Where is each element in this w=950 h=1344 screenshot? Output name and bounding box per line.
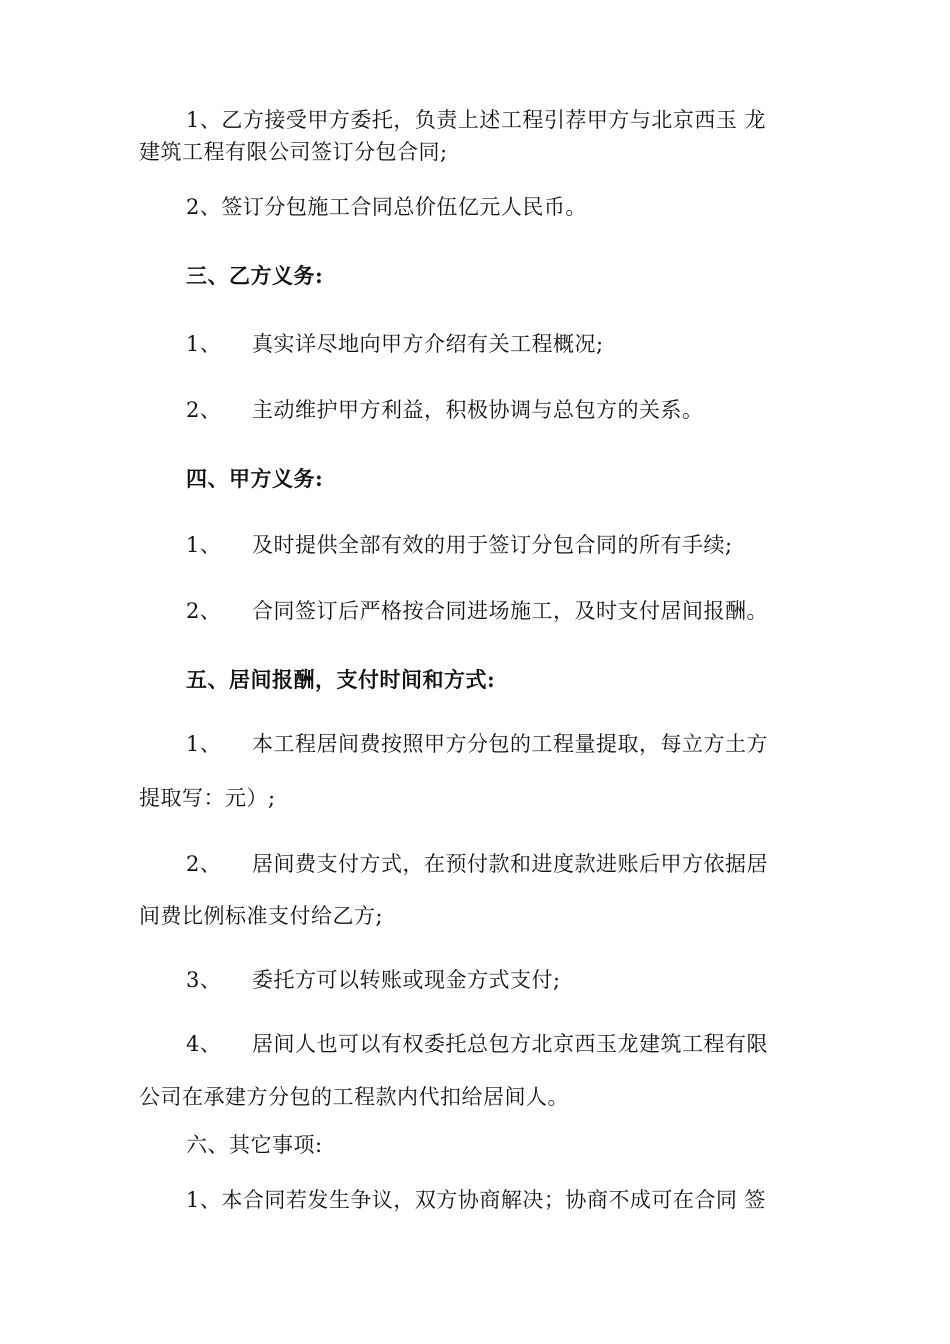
section-5-item-4-line-2: 公司在承建方分包的工程款内代扣给居间人。 xyxy=(139,1085,569,1109)
para-1-line-1: 1、乙方接受甲方委托，负责上述工程引荐甲方与北京西玉 龙 xyxy=(186,108,767,132)
para-1-line-2: 建筑工程有限公司签订分包合同; xyxy=(139,140,448,164)
section-5-item-4-line-1: 4、 居间人也可以有权委托总包方北京西玉龙建筑工程有限 xyxy=(186,1032,768,1056)
heading-section-5: 五、居间报酬，支付时间和方式: xyxy=(186,667,496,692)
section-4-item-1: 1、 及时提供全部有效的用于签订分包合同的所有手续; xyxy=(186,533,733,557)
heading-section-6: 六、其它事项: xyxy=(186,1133,323,1157)
heading-section-4: 四、甲方义务: xyxy=(186,466,324,491)
section-6-item-1: 1、本合同若发生争议，双方协商解决；协商不成可在合同 签 xyxy=(186,1188,767,1212)
section-3-item-2: 2、 主动维护甲方利益，积极协调与总包方的关系。 xyxy=(186,398,704,422)
section-5-item-3: 3、 委托方可以转账或现金方式支付; xyxy=(186,968,561,992)
section-5-item-1-line-2: 提取写：元）; xyxy=(139,786,276,810)
section-5-item-2-line-1: 2、 居间费支付方式，在预付款和进度款进账后甲方依据居 xyxy=(186,852,768,876)
section-4-item-2: 2、 合同签订后严格按合同进场施工，及时支付居间报酬。 xyxy=(186,599,768,623)
para-2: 2、签订分包施工合同总价伍亿元人民币。 xyxy=(186,195,587,219)
section-5-item-2-line-2: 间费比例标准支付给乙方; xyxy=(139,904,384,928)
section-3-item-1: 1、 真实详尽地向甲方介绍有关工程概况; xyxy=(186,332,604,356)
heading-section-3: 三、乙方义务: xyxy=(186,263,324,288)
section-5-item-1-line-1: 1、 本工程居间费按照甲方分包的工程量提取，每立方土方 xyxy=(186,732,768,756)
